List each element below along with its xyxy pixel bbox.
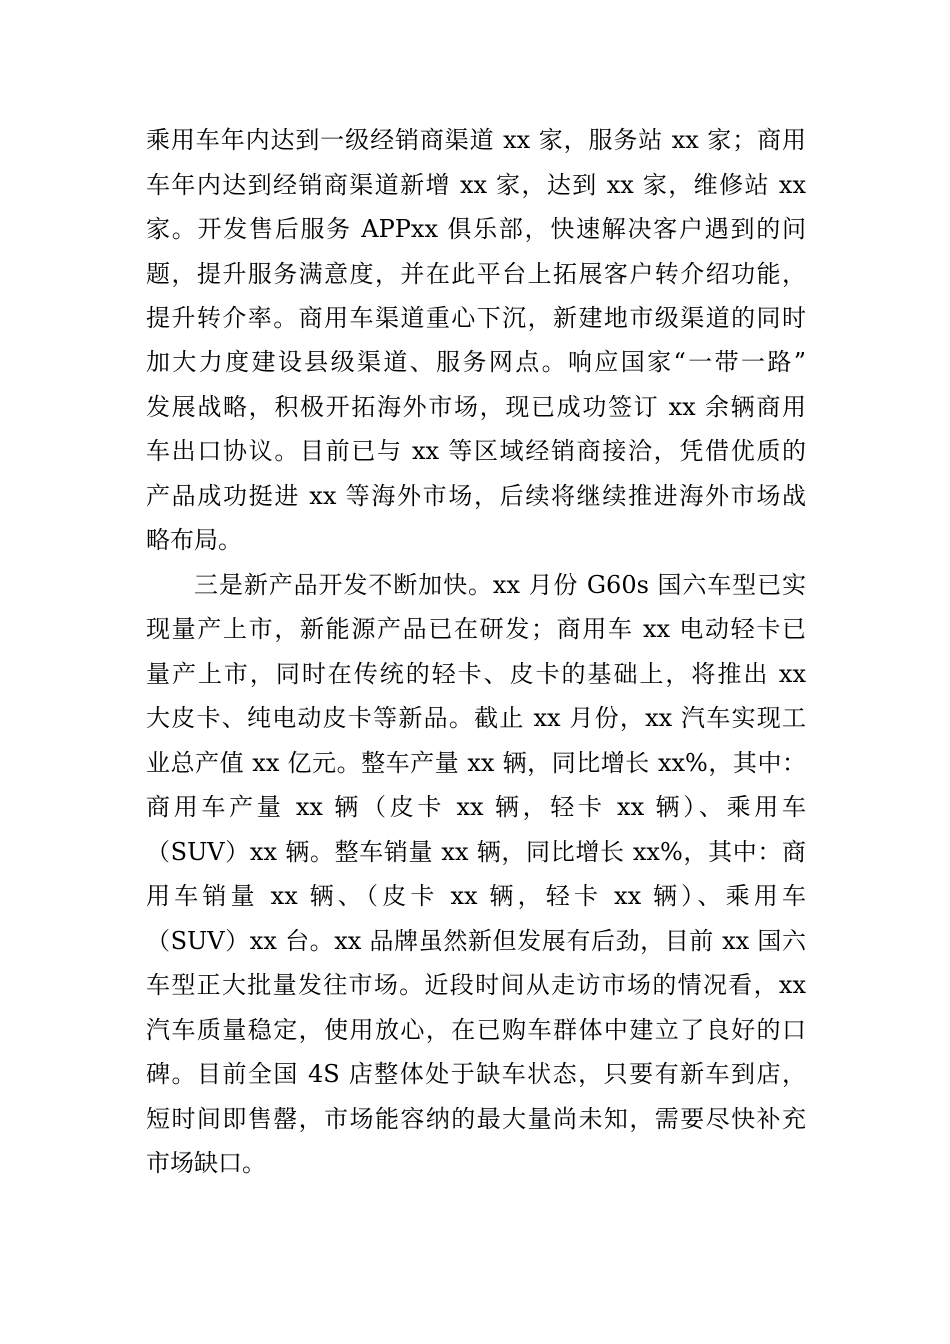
paragraph-line: 大皮卡、纯电动皮卡等新品。截止 xx 月份，xx 汽车实现工	[146, 704, 806, 732]
paragraph-line: 略布局。	[146, 526, 242, 554]
paragraph-line: 乘用车年内达到一级经销商渠道 xx 家，服务站 xx 家；商用	[146, 126, 806, 154]
paragraph-line-indented: 三是新产品开发不断加快。xx 月份 G60s 国六车型已实	[194, 571, 806, 599]
paragraph-line: 商用车产量 xx 辆（皮卡 xx 辆，轻卡 xx 辆）、乘用车	[146, 793, 806, 821]
paragraph-line: 业总产值 xx 亿元。整车产量 xx 辆，同比增长 xx%，其中：	[146, 749, 806, 777]
paragraph-line: 发展战略，积极开拓海外市场，现已成功签订 xx 余辆商用	[146, 393, 806, 421]
paragraph-line: 短时间即售罄，市场能容纳的最大量尚未知，需要尽快补充	[146, 1105, 806, 1133]
paragraph-line: 车出口协议。目前已与 xx 等区域经销商接洽，凭借优质的	[146, 437, 806, 465]
paragraph-line: 题，提升服务满意度，并在此平台上拓展客户转介绍功能，	[146, 260, 806, 288]
paragraph-line: 车年内达到经销商渠道新增 xx 家，达到 xx 家，维修站 xx	[146, 171, 806, 199]
paragraph-line: 用车销量 xx 辆、（皮卡 xx 辆，轻卡 xx 辆）、乘用车	[146, 882, 806, 910]
paragraph-line: 碑。目前全国 4S 店整体处于缺车状态，只要有新车到店，	[146, 1060, 806, 1088]
paragraph-line: （SUV）xx 台。xx 品牌虽然新但发展有后劲，目前 xx 国六	[146, 927, 806, 955]
paragraph-line: 家。开发售后服务 APPxx 俱乐部，快速解决客户遇到的问	[146, 215, 806, 243]
paragraph-line: 现量产上市，新能源产品已在研发；商用车 xx 电动轻卡已	[146, 615, 806, 643]
paragraph-line: 市场缺口。	[146, 1149, 266, 1177]
paragraph-line: （SUV）xx 辆。整车销量 xx 辆，同比增长 xx%，其中：商	[146, 838, 806, 866]
paragraph-line: 产品成功挺进 xx 等海外市场，后续将继续推进海外市场战	[146, 482, 806, 510]
paragraph-line: 车型正大批量发往市场。近段时间从走访市场的情况看，xx	[146, 971, 806, 999]
paragraph-line: 加大力度建设县级渠道、服务网点。响应国家“一带一路”	[146, 348, 806, 376]
paragraph-line: 汽车质量稳定，使用放心，在已购车群体中建立了良好的口	[146, 1016, 806, 1044]
paragraph-line: 量产上市，同时在传统的轻卡、皮卡的基础上，将推出 xx	[146, 660, 806, 688]
paragraph-line: 提升转介率。商用车渠道重心下沉，新建地市级渠道的同时	[146, 304, 806, 332]
